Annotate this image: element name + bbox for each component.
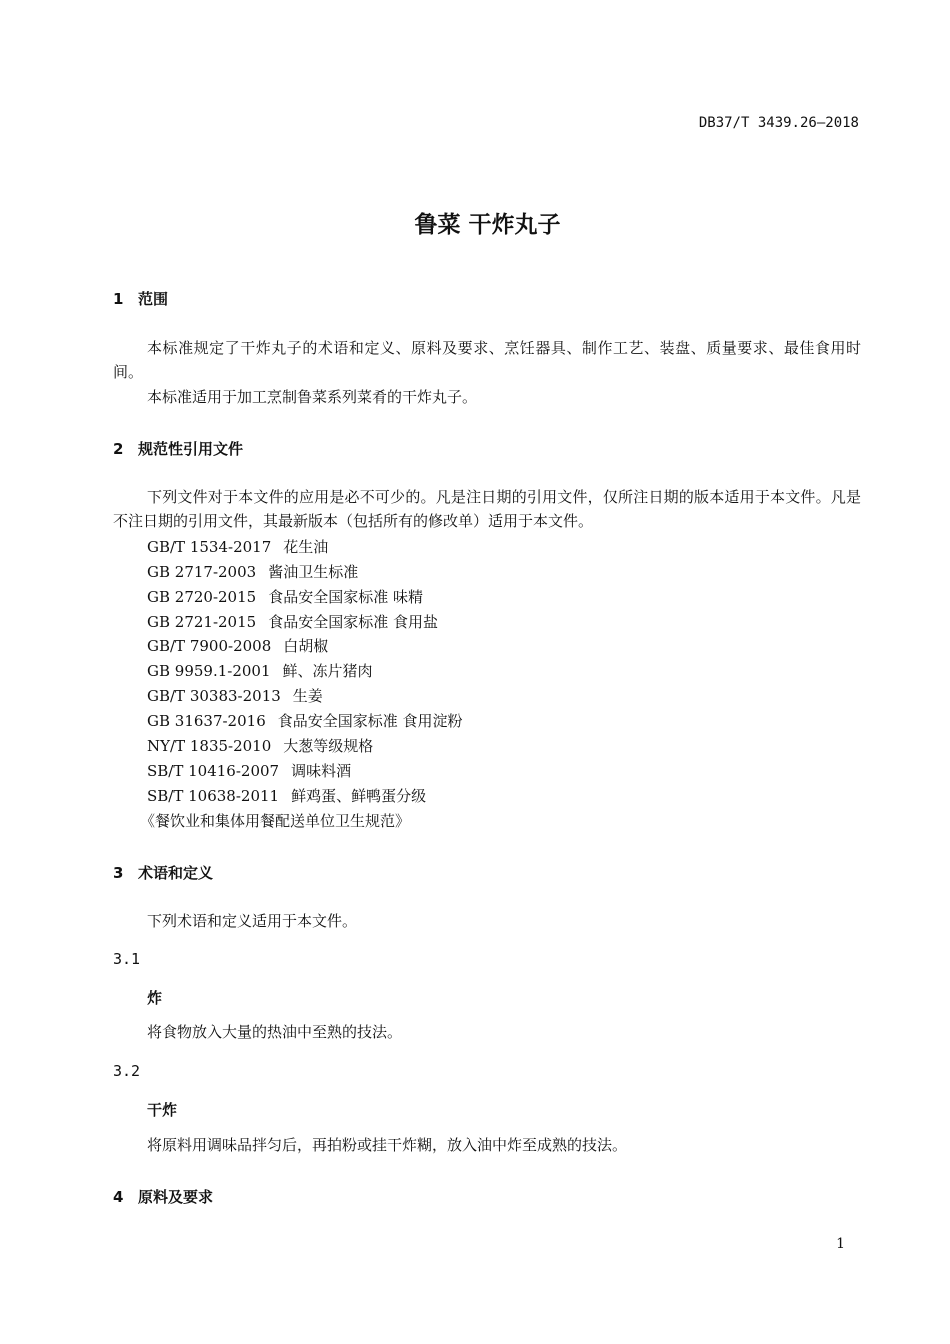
reference-name: 鲜鸡蛋、鲜鸭蛋分级 xyxy=(291,787,427,805)
section-title: 规范性引用文件 xyxy=(138,440,244,458)
reference-code: GB/T 7900-2008 xyxy=(147,637,272,655)
reference-name: 白胡椒 xyxy=(283,637,329,655)
reference-item xyxy=(147,610,438,634)
reference-code: GB/T 1534-2017 xyxy=(147,538,272,556)
reference-item xyxy=(147,535,328,559)
reference-code: GB 2717-2003 xyxy=(147,563,257,581)
section-3-heading xyxy=(113,862,213,883)
reference-code: GB 9959.1-2001 xyxy=(147,662,271,680)
reference-name: 食品安全国家标准 食用盐 xyxy=(268,613,438,631)
reference-code: SB/T 10638-2011 xyxy=(147,787,280,805)
reference-item xyxy=(147,634,328,658)
term-definition: 将原料用调味品拌匀后，再拍粉或挂干炸糊，放入油中炸至成熟的技法。 xyxy=(147,1136,628,1154)
reference-item xyxy=(147,585,423,609)
reference-item xyxy=(147,659,373,683)
reference-item xyxy=(147,684,323,708)
reference-item xyxy=(147,560,358,584)
reference-code: GB/T 30383-2013 xyxy=(147,687,281,705)
paragraph: 本标准适用于加工烹制鲁菜系列菜肴的干炸丸子。 xyxy=(147,388,478,406)
section-number: 4 xyxy=(113,1188,124,1206)
reference-item xyxy=(147,784,426,808)
reference-name: 鲜、冻片猪肉 xyxy=(282,662,373,680)
section-1-heading xyxy=(113,288,168,309)
section-number: 2 xyxy=(113,440,124,458)
paragraph: 本标准规定了干炸丸子的术语和定义、原料及要求、烹饪器具、制作工艺、装盘、质量要求、最佳食用时间。 xyxy=(113,339,861,381)
reference-name: 食品安全国家标准 味精 xyxy=(268,588,423,606)
reference-name: 大葱等级规格 xyxy=(283,737,374,755)
term: 炸 xyxy=(147,989,163,1007)
paragraph: 下列术语和定义适用于本文件。 xyxy=(147,912,358,930)
section-2-heading xyxy=(113,438,243,459)
section-title: 范围 xyxy=(138,290,169,308)
term: 干炸 xyxy=(147,1101,178,1119)
reference-name: 食品安全国家标准 食用淀粉 xyxy=(277,712,463,730)
reference-name: 花生油 xyxy=(283,538,329,556)
section-number: 3 xyxy=(113,864,124,882)
subsection-number: 3.1 xyxy=(113,950,141,968)
reference-name: 调味料酒 xyxy=(291,762,352,780)
reference-item xyxy=(147,734,373,758)
section-4-heading xyxy=(113,1186,213,1207)
reference-name: 酱油卫生标准 xyxy=(268,563,359,581)
reference-code: GB 31637-2016 xyxy=(147,712,266,730)
section-title: 原料及要求 xyxy=(138,1188,214,1206)
reference-code: SB/T 10416-2007 xyxy=(147,762,280,780)
section-number: 1 xyxy=(113,290,124,308)
document-title: 鲁菜 干炸丸子 xyxy=(414,212,561,238)
reference-item: 《餐饮业和集体用餐配送单位卫生规范》 xyxy=(140,812,411,830)
term-definition: 将食物放入大量的热油中至熟的技法。 xyxy=(147,1023,403,1041)
section-title: 术语和定义 xyxy=(138,864,214,882)
reference-code: GB 2721-2015 xyxy=(147,613,257,631)
reference-code: GB 2720-2015 xyxy=(147,588,257,606)
reference-name: 生姜 xyxy=(292,687,323,705)
reference-item xyxy=(147,709,463,733)
reference-item xyxy=(147,759,351,783)
reference-code: NY/T 1835-2010 xyxy=(147,737,272,755)
page-number: 1 xyxy=(836,1236,845,1252)
paragraph: 下列文件对于本文件的应用是必不可少的。凡是注日期的引用文件，仅所注日期的版本适用于本文件。凡是不注日期的引用文件，其最新版本（包括所有的修改单）适用于本文件。 xyxy=(113,488,861,530)
document-code: DB37/T 3439.26—2018 xyxy=(698,115,859,131)
subsection-number: 3.2 xyxy=(113,1062,141,1080)
